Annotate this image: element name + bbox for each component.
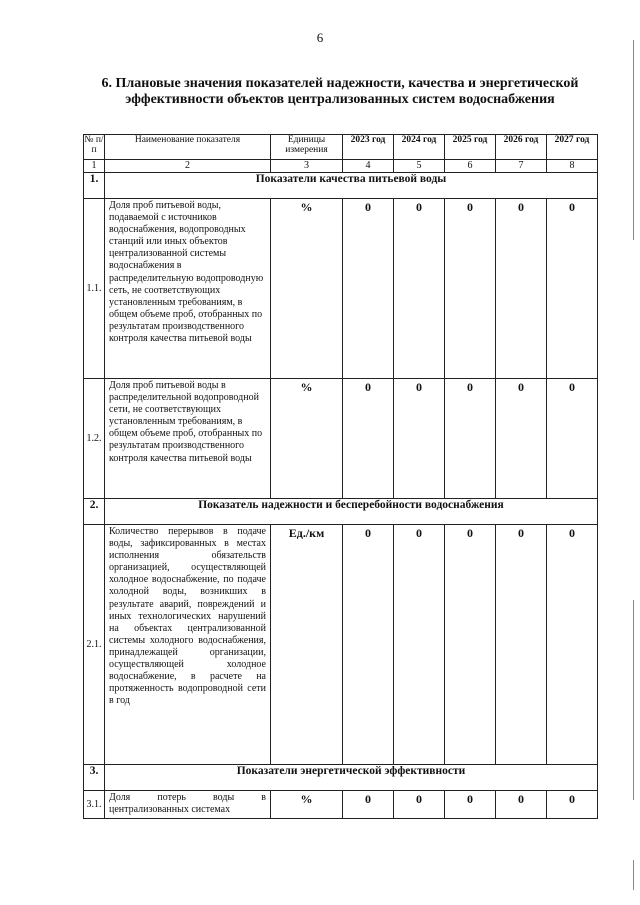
document-title: 6. Плановые значения показателей надежности, качества и энергетической эффективности объектов централизованных систем водоснабжения (101, 76, 579, 107)
unit-value: % (271, 791, 343, 819)
scan-margin-mark (633, 600, 634, 800)
section-title: Показатели качества питьевой воды (105, 173, 598, 199)
section-row (84, 173, 598, 199)
column-number: 4 (343, 160, 394, 173)
year-value: 0 (547, 791, 598, 819)
year-value: 0 (394, 379, 445, 499)
indicator-name: Доля проб питьевой воды, подаваемой с источников водоснабжения, водопроводных станций или иных объектов централизованной системы водоснабжения в распределительную водопроводную сеть, не соответствующих установленным требованиям, в общем объеме проб, отобранных по результатам производственного контроля качества питьевой воды (105, 199, 271, 379)
year-value: 0 (547, 525, 598, 765)
row-number: 1.2. (84, 379, 105, 499)
year-value: 0 (496, 379, 547, 499)
header-name: Наименование показателя (105, 135, 271, 160)
indicator-name: Количество перерывов в подаче воды, зафиксированных в местах исполнения обязательств организацией, осуществляющей холодное водоснабжение, по подаче холодной воды, возникших в результате аварий, повреждений и иных технологических нарушений на объектах централизованной системы холодного водоснабжения, принадлежащей организации, осуществляющей холодное водоснабжение, в расчете на протяженность водопроводной сети в год (105, 525, 271, 765)
unit-value: % (271, 199, 343, 379)
indicator-row (84, 791, 598, 819)
indicator-name: Доля потерь воды в централизованных системах (105, 791, 271, 819)
section-number: 1. (84, 173, 105, 199)
column-number: 5 (394, 160, 445, 173)
column-number: 8 (547, 160, 598, 173)
row-number: 1.1. (84, 199, 105, 379)
section-title: Показатель надежности и бесперебойности водоснабжения (105, 499, 598, 525)
indicators-table (83, 134, 598, 819)
year-value: 0 (343, 791, 394, 819)
year-value: 0 (496, 199, 547, 379)
year-value: 0 (343, 525, 394, 765)
year-value: 0 (343, 199, 394, 379)
header-year: 2024 год (394, 135, 445, 160)
year-value: 0 (496, 791, 547, 819)
indicator-name: Доля проб питьевой воды в распределительной водопроводной сети, не соответствующих установленным требованиям, в общем объеме проб, отобранных по результатам производственного контроля качества питьевой воды (105, 379, 271, 499)
header-year: 2023 год (343, 135, 394, 160)
year-value: 0 (445, 379, 496, 499)
year-value: 0 (547, 199, 598, 379)
year-value: 0 (445, 525, 496, 765)
section-row (84, 499, 598, 525)
row-number: 3.1. (84, 791, 105, 819)
header-year: 2025 год (445, 135, 496, 160)
header-year: 2027 год (547, 135, 598, 160)
unit-value: Ед./км (271, 525, 343, 765)
header-row (84, 135, 598, 160)
column-number: 2 (105, 160, 271, 173)
scan-margin-mark (633, 40, 634, 240)
section-number: 2. (84, 499, 105, 525)
column-number: 6 (445, 160, 496, 173)
row-number: 2.1. (84, 525, 105, 765)
year-value: 0 (394, 791, 445, 819)
indicator-row (84, 379, 598, 499)
section-title: Показатели энергетической эффективности (105, 765, 598, 791)
unit-value: % (271, 379, 343, 499)
column-number: 1 (84, 160, 105, 173)
year-value: 0 (343, 379, 394, 499)
year-value: 0 (445, 199, 496, 379)
column-number: 3 (271, 160, 343, 173)
section-row (84, 765, 598, 791)
page-number: 6 (316, 30, 324, 45)
column-number: 7 (496, 160, 547, 173)
year-value: 0 (547, 379, 598, 499)
column-number-row (84, 160, 598, 173)
header-unit: Единицы измерения (271, 135, 343, 160)
year-value: 0 (496, 525, 547, 765)
year-value: 0 (394, 199, 445, 379)
scan-margin-mark (633, 860, 634, 890)
section-number: 3. (84, 765, 105, 791)
indicator-row (84, 199, 598, 379)
year-value: 0 (445, 791, 496, 819)
header-year: 2026 год (496, 135, 547, 160)
indicator-row (84, 525, 598, 765)
year-value: 0 (394, 525, 445, 765)
header-num: № п/п (84, 135, 105, 160)
